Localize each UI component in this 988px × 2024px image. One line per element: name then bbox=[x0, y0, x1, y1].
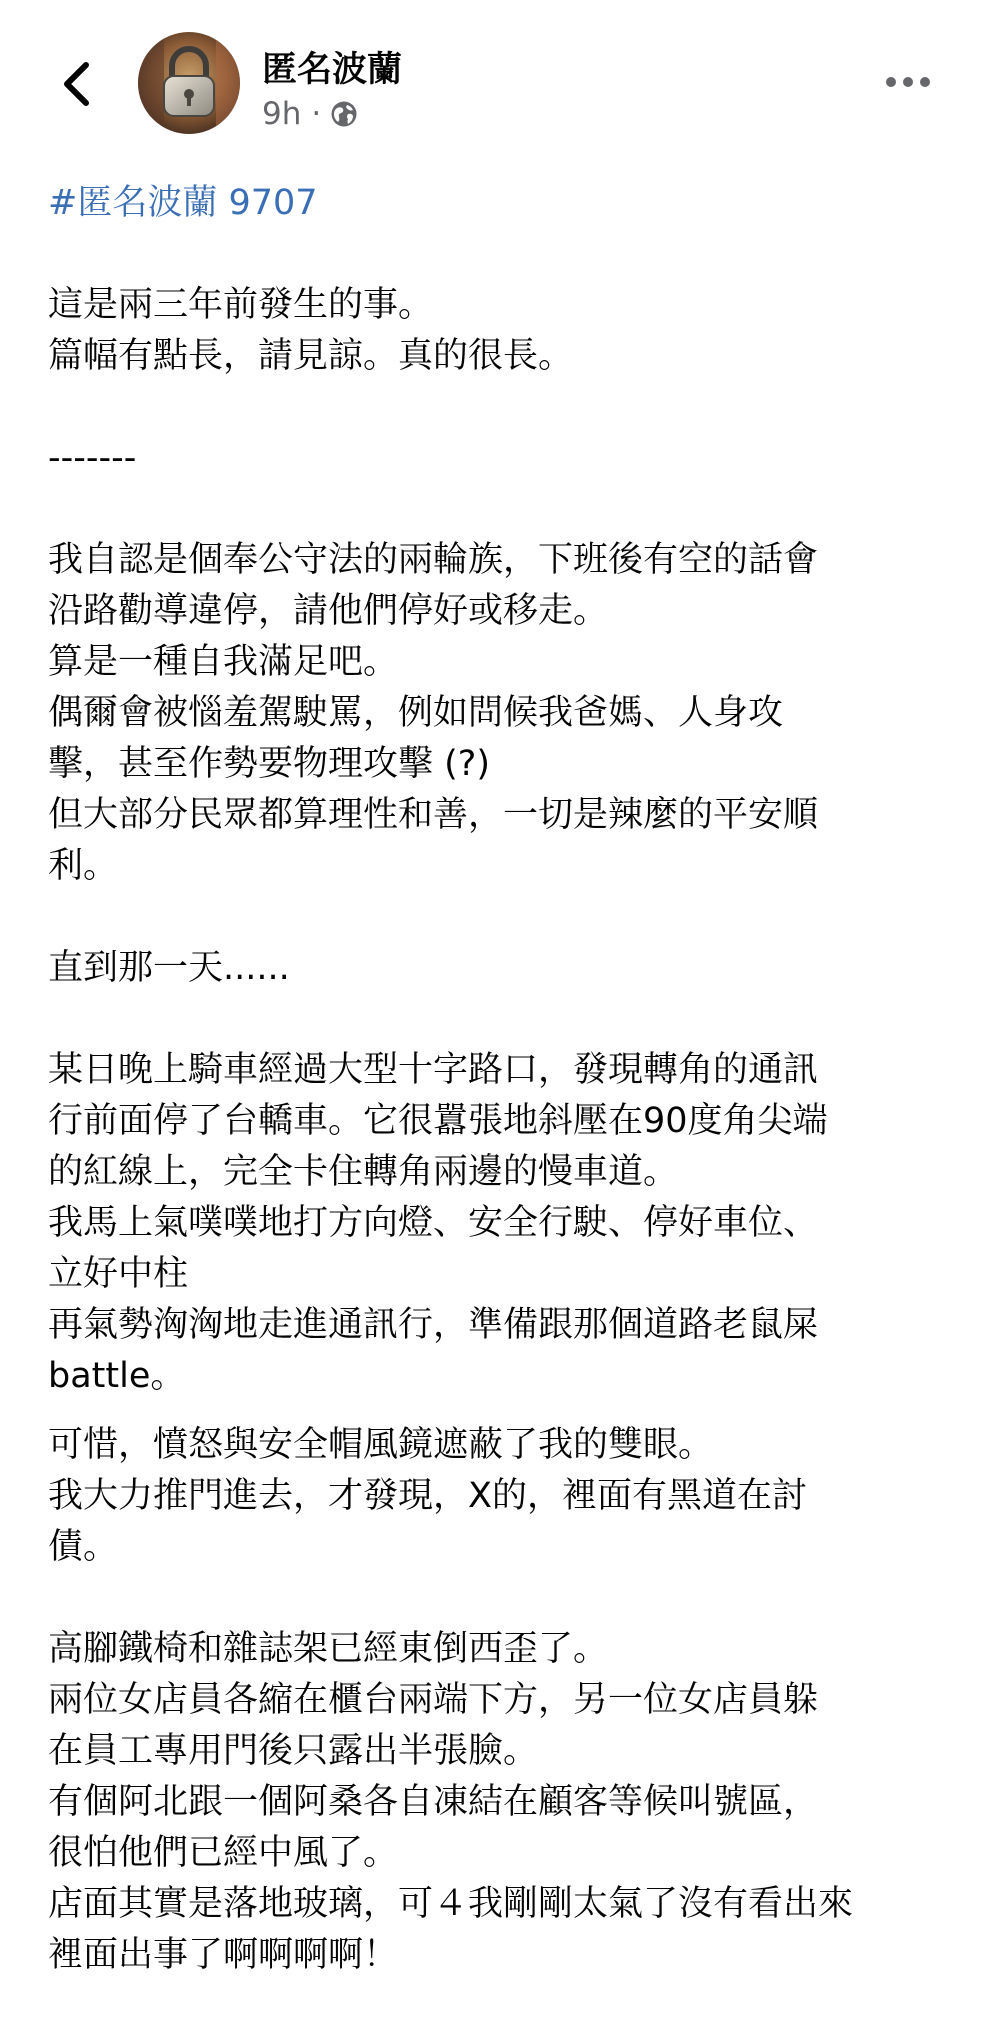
post-line: 可惜，憤怒與安全帽風鏡遮蔽了我的雙眼。 bbox=[48, 1425, 714, 1465]
post-line: 利。 bbox=[48, 846, 119, 886]
post-line: 偶爾會被惱羞駕駛罵，例如問候我爸媽、人身攻 bbox=[48, 693, 784, 733]
spacer bbox=[48, 1573, 948, 1624]
more-options-button[interactable] bbox=[872, 62, 944, 102]
spacer bbox=[48, 994, 948, 1045]
back-button[interactable] bbox=[48, 52, 104, 116]
post-meta bbox=[262, 96, 359, 132]
post-line: 很怕他們已經中風了。 bbox=[48, 1833, 399, 1873]
spacer bbox=[48, 382, 948, 433]
post-hashtag[interactable]: #匿名波蘭 9707 bbox=[48, 183, 318, 223]
post-line: 沿路勸導違停，請他們停好或移走。 bbox=[48, 591, 609, 631]
post-line: 高腳鐵椅和雜誌架已經東倒西歪了。 bbox=[48, 1629, 609, 1669]
post-line: battle。 bbox=[48, 1356, 186, 1396]
post-line: 債。 bbox=[48, 1527, 119, 1567]
post-line: 兩位女店員各縮在櫃台兩端下方，另一位女店員躲 bbox=[48, 1680, 819, 1720]
avatar-image bbox=[138, 32, 240, 134]
post-header bbox=[0, 0, 988, 150]
meta-separator: · bbox=[311, 96, 322, 132]
post-divider: ------- bbox=[48, 438, 137, 478]
spacer bbox=[48, 1402, 948, 1420]
author-name[interactable]: 匿名波蘭 bbox=[262, 50, 403, 90]
post-line: 但大部分民眾都算理性和善，一切是辣麼的平安順 bbox=[48, 795, 819, 835]
spacer bbox=[48, 892, 948, 943]
post-body bbox=[48, 178, 948, 1981]
post-line: 立好中柱 bbox=[48, 1254, 189, 1294]
more-horizontal-icon bbox=[885, 76, 931, 88]
post-line: 再氣勢洶洶地走進通訊行，準備跟那個道路老鼠屎 bbox=[48, 1305, 819, 1345]
post-line: 的紅線上，完全卡住轉角兩邊的慢車道。 bbox=[48, 1152, 679, 1192]
post-line: 行前面停了台轎車。它很囂張地斜壓在90度角尖端 bbox=[48, 1101, 828, 1141]
post-line: 篇幅有點長，請見諒。真的很長。 bbox=[48, 336, 574, 376]
post-line: 這是兩三年前發生的事。 bbox=[48, 285, 434, 325]
post-line: 我自認是個奉公守法的兩輪族，下班後有空的話會 bbox=[48, 540, 819, 580]
spacer bbox=[48, 229, 948, 280]
globe-icon bbox=[329, 99, 359, 129]
post-line: 在員工專用門後只露出半張臉。 bbox=[48, 1731, 539, 1771]
post-line: 算是一種自我滿足吧。 bbox=[48, 642, 399, 682]
post-line: 我馬上氣噗噗地打方向燈、安全行駛、停好車位、 bbox=[48, 1203, 819, 1243]
avatar[interactable] bbox=[138, 32, 240, 134]
post-line: 擊，甚至作勢要物理攻擊 (?) bbox=[48, 744, 491, 784]
post-line: 某日晚上騎車經過大型十字路口，發現轉角的通訊 bbox=[48, 1050, 819, 1090]
post-line: 店面其實是落地玻璃，可４我剛剛太氣了沒有看出來 bbox=[48, 1884, 854, 1924]
post-line: 直到那一天...... bbox=[48, 948, 290, 988]
spacer bbox=[48, 484, 948, 535]
post-timestamp[interactable]: 9h bbox=[262, 96, 302, 132]
post-line: 有個阿北跟一個阿桑各自凍結在顧客等候叫號區， bbox=[48, 1782, 819, 1822]
chevron-left-icon bbox=[61, 61, 91, 107]
post-line: 裡面出事了啊啊啊啊！ bbox=[48, 1935, 399, 1975]
post-line: 我大力推門進去，才發現，X的，裡面有黑道在討 bbox=[48, 1476, 807, 1516]
